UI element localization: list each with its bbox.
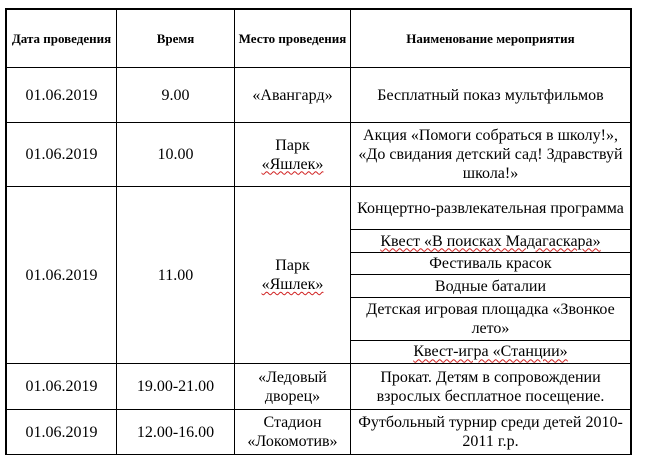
cell-time: 10.00 (117, 123, 235, 187)
header-event: Наименование мероприятия (351, 10, 631, 68)
cell-time: 11.00 (117, 187, 235, 364)
place-line: Парк (275, 257, 310, 274)
cell-event: Бесплатный показ мультфильмов (351, 68, 631, 123)
cell-time: 9.00 (117, 68, 235, 123)
header-date: Дата проведения (7, 10, 117, 68)
table-row (7, 410, 631, 455)
cell-place (235, 187, 351, 364)
cell-event: Футбольный турнир среди детей 2010-2011 г.р. (351, 410, 631, 455)
table-row (7, 123, 631, 187)
cell-date: 01.06.2019 (7, 187, 117, 364)
sub-event: Детская игровая площадка «Звонкое лето» (351, 297, 630, 340)
cell-date: 01.06.2019 (7, 68, 117, 123)
header-row (7, 10, 631, 68)
events-table (6, 9, 631, 455)
cell-place (235, 410, 351, 455)
sub-event: Квест-игра «Станции» (413, 343, 568, 361)
place-line: дворец» (264, 387, 321, 405)
cell-time: 12.00-16.00 (117, 410, 235, 455)
place-line: «Яшлек» (261, 276, 324, 293)
cell-event-list (351, 187, 631, 364)
table-row (7, 68, 631, 123)
cell-date: 01.06.2019 (7, 364, 117, 410)
cell-event: Акция «Помоги собраться в школу!», «До свидания детский сад! Здравствуй школа!» (351, 123, 631, 187)
table-row (7, 187, 631, 364)
place-line: «Яшлек» (261, 155, 324, 173)
cell-place (235, 364, 351, 410)
cell-place (235, 123, 351, 187)
events-table-frame (5, 8, 632, 455)
sub-event: Фестиваль красок (351, 252, 630, 275)
cell-date: 01.06.2019 (7, 410, 117, 455)
cell-date: 01.06.2019 (7, 123, 117, 187)
cell-place: «Авангард» (235, 68, 351, 123)
event-sublist (351, 187, 630, 363)
place-line: Стадион (263, 414, 322, 431)
place-line: «Локомотив» (247, 433, 338, 450)
sub-event: Водные баталии (351, 275, 630, 298)
place-line: «Ледовый (258, 368, 327, 386)
place-line: Парк (275, 136, 310, 154)
sub-event: Квест «В поисках Мадагаскара» (351, 230, 630, 253)
table-row (7, 364, 631, 410)
cell-time: 19.00-21.00 (117, 364, 235, 410)
header-time: Время (117, 10, 235, 68)
sub-event: Концертно-развлекательная программа (351, 187, 630, 230)
cell-event: Прокат. Детям в сопровождении взрослых бесплатное посещение. (351, 364, 631, 410)
header-place: Место проведения (235, 10, 351, 68)
